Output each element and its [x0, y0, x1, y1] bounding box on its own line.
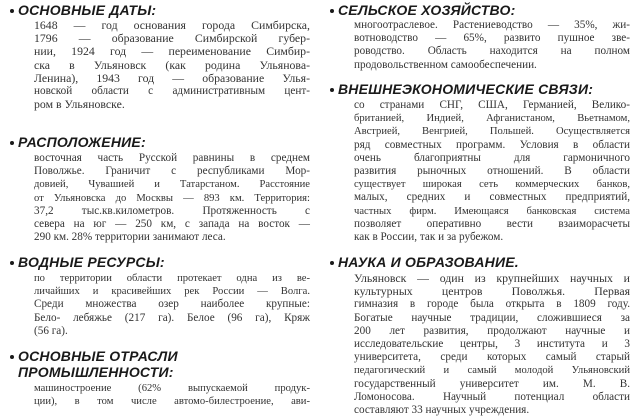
- text-line: 1648 — год основания города Симбирска,: [34, 18, 310, 32]
- text-line: севера на юг — 250 км, с запада на восток —: [34, 218, 310, 231]
- bullet-icon: [10, 141, 14, 145]
- section-heading-science-education: НАУКА И ОБРАЗОВАНИЕ.: [330, 254, 519, 270]
- text-line: машиностроение (62% выпускаемой продук-: [34, 383, 310, 394]
- section-heading-location: РАСПОЛОЖЕНИЕ:: [10, 134, 146, 150]
- text-line: Ленина), 1943 год — образование Улья-: [34, 70, 310, 85]
- text-line: университета, среди которых самый старый: [354, 351, 630, 364]
- text-line: развития рыночных отношений. В области: [354, 165, 630, 178]
- section-text-main-dates: [34, 19, 310, 111]
- text-line: по территории области протекает одна из ве-: [34, 273, 310, 284]
- text-line: британией, Индией, Афганистаном, Вьетнамом,: [354, 113, 630, 125]
- text-line: гимназия в городе была открыта в 1809 году.: [354, 298, 630, 311]
- text-line: Бело- лебяжье (217 га). Белое (96 га), Кряж: [34, 311, 310, 324]
- text-line: позволяет оперативно вести взаиморасчеты: [354, 217, 630, 230]
- text-line: Ульяновск — один из крупнейших научных и: [354, 271, 630, 285]
- text-line: исследовательские центры, 3 института и 3: [354, 338, 630, 351]
- bullet-icon: [10, 261, 14, 265]
- text-line: роводство. Область находится на полном: [354, 45, 630, 58]
- text-line: 1796 — образование Симбирской губер-: [34, 31, 310, 46]
- section-heading-main-industries: ОСНОВНЫЕ ОТРАСЛИ ПРОМЫШЛЕННОСТИ:: [10, 348, 178, 380]
- text-line: ции), в том числе автомо-билестроение, ави-: [34, 396, 310, 408]
- text-line: педагогический и самый молодой Ульяновский: [354, 365, 630, 377]
- text-line: ряд совместных программ. Условия в области: [354, 138, 630, 151]
- bullet-icon: [330, 261, 334, 265]
- text-line: продовольственном самообеспечении.: [354, 58, 537, 71]
- text-line: многоотраслевое. Растениеводство — 35%, жи-: [354, 19, 630, 31]
- section-heading-foreign-economic-relations: ВНЕШНЕЭКОНОМИЧЕСКИЕ СВЯЗИ:: [330, 81, 593, 97]
- text-line: Ломоносова. Научный потенциал области: [354, 390, 630, 403]
- text-line: 290 км. 28% территории занимают леса.: [34, 231, 226, 244]
- text-line: как в России, так и за рубежом.: [354, 231, 504, 244]
- bullet-icon: [10, 9, 14, 13]
- text-line: Богатые научные традиции, сложившиеся за: [354, 311, 630, 324]
- text-line: составляют 33 научных учреждения.: [354, 404, 530, 417]
- text-line: ска в Ульяновск (как родина Ульянова-: [34, 57, 310, 72]
- text-line: малых, средних и совместных предприятий,: [354, 191, 630, 204]
- section-text-location: [34, 152, 310, 244]
- text-line: государственный университет им. М. В.: [354, 377, 630, 390]
- text-line: довией, Чувашией и Татарстаном. Расстояние: [34, 179, 310, 191]
- text-line: ром в Ульяновске.: [34, 97, 125, 112]
- text-line: (56 га).: [34, 324, 68, 337]
- section-text-agriculture: [354, 19, 630, 72]
- text-line: Австрией, Венгрией, Польшей. Осуществляется: [354, 126, 630, 138]
- section-heading-water-resources: ВОДНЫЕ РЕСУРСЫ:: [10, 254, 165, 270]
- text-line: 37,2 тыс.кв.километров. Протяженность с: [34, 204, 310, 217]
- bullet-icon: [330, 9, 334, 13]
- text-line: новской области с административным цент-: [34, 85, 310, 98]
- section-heading-main-dates: ОСНОВНЫЕ ДАТЫ:: [10, 2, 156, 18]
- text-line: от Ульяновска до Москвы — 893 км. Территория:: [34, 192, 310, 204]
- text-line: нии, 1924 год — переименование Симбир-: [34, 44, 310, 59]
- section-heading-agriculture: СЕЛЬСКОЕ ХОЗЯЙСТВО:: [330, 2, 515, 18]
- text-line: вотноводство — 65%, развито пушное зве-: [354, 32, 630, 45]
- text-line: существует широкая сеть коммерческих банков,: [354, 179, 630, 191]
- text-line: со странами СНГ, США, Германией, Велико-: [354, 99, 630, 111]
- section-text-water-resources: [34, 272, 310, 338]
- text-line: восточная часть Русской равнины в среднем: [34, 152, 310, 164]
- section-text-main-industries: [34, 382, 310, 408]
- text-line: частных фирм. Имеющаяся банковская система: [354, 205, 630, 217]
- section-text-science-education: [354, 272, 630, 417]
- text-line: очень благоприятны для гармоничного: [354, 151, 630, 164]
- text-line: 200 лет развития, продолжают научные и: [354, 324, 630, 337]
- bullet-icon: [330, 88, 334, 92]
- text-line: Среди множества озер наиболее крупные:: [34, 298, 310, 311]
- text-line: личайших и красивейших рек России — Волга.: [34, 286, 310, 298]
- text-line: Поволжье. Граничит с республиками Мор-: [34, 165, 310, 178]
- section-text-foreign-economic-relations: [354, 99, 630, 244]
- bullet-icon: [10, 355, 14, 359]
- text-line: культурных центров Поволжья. Первая: [354, 284, 630, 299]
